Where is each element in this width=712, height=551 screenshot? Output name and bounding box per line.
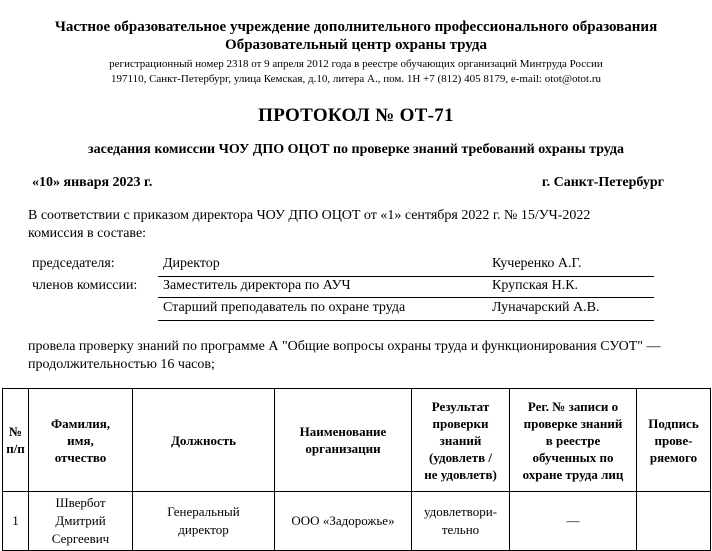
cell-num: 1 bbox=[3, 492, 29, 551]
protocol-subtitle: заседания комиссии ЧОУ ДПО ОЦОТ по проверке знаний требований охраны труда bbox=[87, 142, 624, 157]
header-signature: Подпись прове- ряемого bbox=[637, 389, 711, 492]
members-label: членов комиссии: bbox=[32, 278, 138, 293]
address-line: 197110, Санкт-Петербург, улица Кемская, д.10, литера А., пом. 1Н +7 (812) 405 8179, e-mail: otot@otot.ru bbox=[110, 73, 602, 85]
registration-line: регистрационный номер 2318 от 9 апреля 2012 года в реестре обучающих организаций Минтруда России bbox=[109, 58, 603, 70]
commission-underline bbox=[158, 320, 654, 321]
protocol-title: ПРОТОКОЛ № ОТ-71 bbox=[258, 105, 454, 126]
commission-name: Кучеренко А.Г. bbox=[492, 256, 582, 271]
header-organization: Наименование организации bbox=[275, 389, 412, 492]
program-line1: провела проверку знаний по программе А "Общие вопросы охраны труда и функционирования СУОТ" — bbox=[28, 339, 661, 354]
commission-underline bbox=[158, 276, 654, 277]
header-position: Должность bbox=[133, 389, 275, 492]
commission-underline bbox=[158, 297, 654, 298]
results-table bbox=[2, 388, 711, 551]
commission-position: Директор bbox=[163, 256, 220, 271]
table-header-row bbox=[3, 389, 711, 492]
commission-position: Старший преподаватель по охране труда bbox=[163, 300, 406, 315]
intro-line1: В соответствии с приказом директора ЧОУ ДПО ОЦОТ от «1» сентября 2022 г. № 15/УЧ-2022 bbox=[28, 208, 591, 223]
program-line2: продолжительностью 16 часов; bbox=[28, 357, 215, 372]
cell-reg-number: — bbox=[510, 492, 637, 551]
table-row bbox=[3, 492, 711, 551]
cell-fullname: Швербот Дмитрий Сергеевич bbox=[29, 492, 133, 551]
commission-name: Луначарский А.В. bbox=[492, 300, 600, 315]
commission-position: Заместитель директора по АУЧ bbox=[163, 278, 351, 293]
header-result: Результат проверки знаний (удовлетв / не удовлетв) bbox=[412, 389, 510, 492]
cell-position: Генеральный директор bbox=[133, 492, 275, 551]
header-fullname: Фамилия, имя, отчество bbox=[29, 389, 133, 492]
chair-label: председателя: bbox=[32, 256, 115, 271]
cell-result: удовлетвори- тельно bbox=[412, 492, 510, 551]
protocol-date: «10» января 2023 г. bbox=[32, 175, 153, 190]
protocol-city: г. Санкт-Петербург bbox=[541, 175, 664, 190]
commission-name: Крупская Н.К. bbox=[492, 278, 579, 293]
header-num: № п/п bbox=[3, 389, 29, 492]
org-name-line1: Частное образовательное учреждение дополнительного профессионального образования bbox=[54, 19, 658, 35]
org-name-line2: Образовательный центр охраны труда bbox=[225, 37, 487, 53]
cell-organization: ООО «Задорожье» bbox=[275, 492, 412, 551]
header-reg-number: Рег. № записи о проверке знаний в реестре обученных по охране труда лиц bbox=[510, 389, 637, 492]
cell-signature bbox=[637, 492, 711, 551]
intro-line2: комиссия в составе: bbox=[28, 226, 147, 241]
